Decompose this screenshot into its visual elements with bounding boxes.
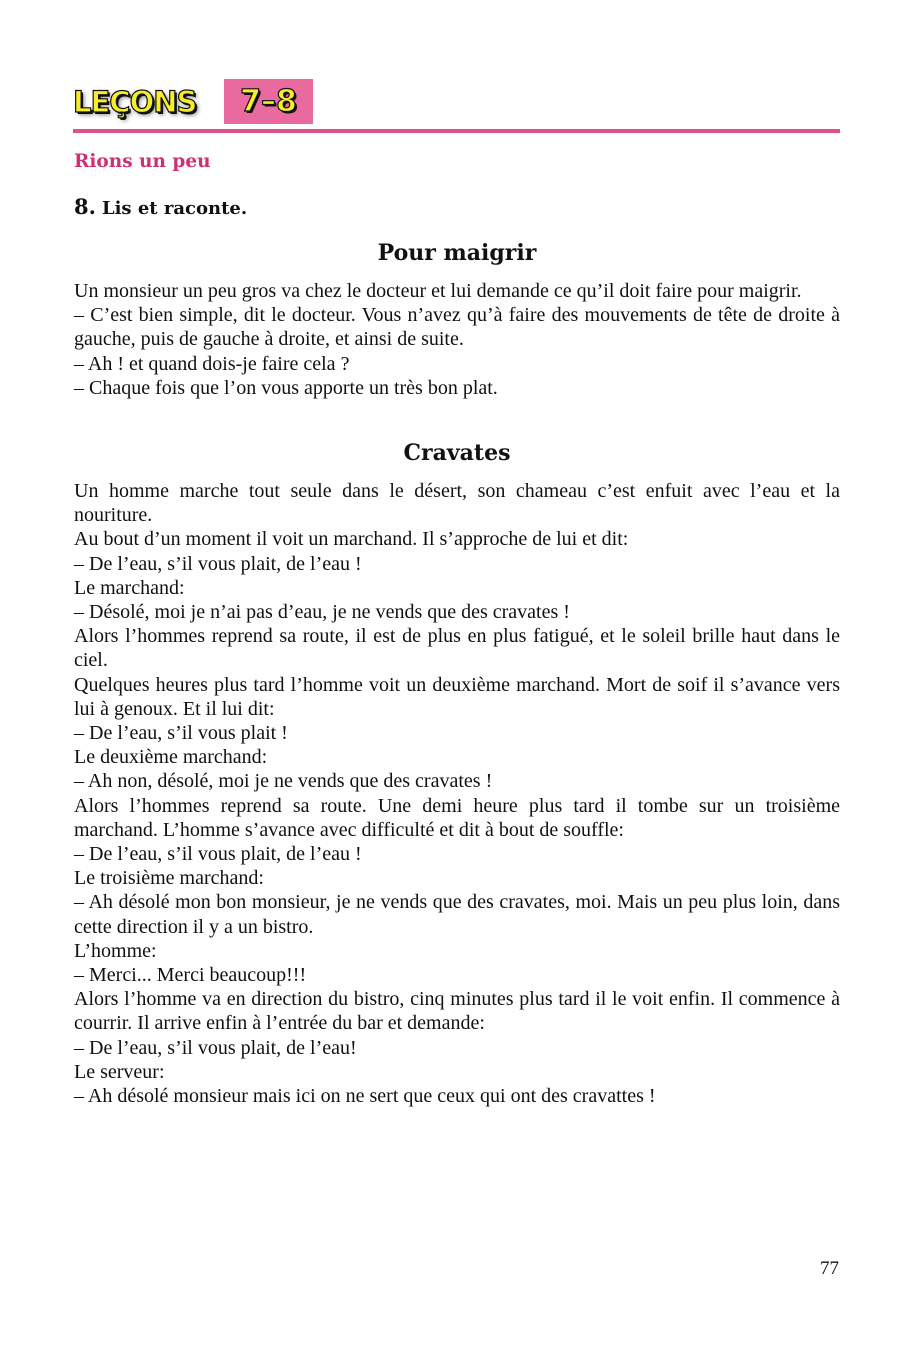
lessons-label: LEÇONS bbox=[73, 85, 197, 119]
story-body-pour-maigrir bbox=[74, 279, 840, 400]
story-paragraph: Quelques heures plus tard l’homme voit un deuxième marchand. Mort de soif il s’avance vers lui à genoux. Et il lui dit: bbox=[74, 673, 840, 720]
header-divider bbox=[73, 129, 840, 133]
story-paragraph: Le troisième marchand: bbox=[74, 867, 264, 890]
story-paragraph: Alors l’homme va en direction du bistro, cinq minutes plus tard il le voit enfin. Il commence à courrir. Il arrive enfin à l’entrée du bar et demande: bbox=[74, 988, 840, 1035]
story-body-cravates bbox=[74, 479, 840, 1108]
story-paragraph: – De l’eau, s’il vous plait ! bbox=[74, 722, 288, 745]
story-paragraph: Au bout d’un moment il voit un marchand. Il s’approche de lui et dit: bbox=[74, 528, 629, 551]
story-title-cravates: Cravates bbox=[403, 440, 511, 466]
lessons-number-badge bbox=[224, 79, 313, 124]
story-paragraph: – Ah désolé monsieur mais ici on ne sert que ceux qui ont des cravattes ! bbox=[74, 1085, 656, 1108]
story-paragraph: – C’est bien simple, dit le docteur. Vous n’avez qu’à faire des mouvements de tête de droite à gauche, puis de gauche à droite, et ainsi de suite. bbox=[74, 304, 840, 351]
story-paragraph: L’homme: bbox=[74, 939, 157, 962]
story-paragraph: – De l’eau, s’il vous plait, de l’eau! bbox=[74, 1036, 357, 1059]
story-paragraph: Un homme marche tout seule dans le désert, son chameau c’est enfuit avec l’eau et la nouriture. bbox=[74, 480, 840, 527]
section-title: Rions un peu bbox=[74, 151, 211, 172]
story-paragraph: Le deuxième marchand: bbox=[74, 746, 268, 769]
story-title-pour-maigrir: Pour maigrir bbox=[377, 240, 537, 266]
story-paragraph: Alors l’hommes reprend sa route, il est de plus en plus fatigué, et le soleil brille haut dans le ciel. bbox=[74, 625, 840, 672]
story-paragraph: Alors l’hommes reprend sa route. Une demi heure plus tard il tombe sur un troisième marchand. L’homme s’avance avec difficulté et dit à bout de souffle: bbox=[74, 794, 840, 841]
story-paragraph: – Ah ! et quand dois-je faire cela ? bbox=[74, 352, 350, 375]
exercise-number: 8. bbox=[74, 194, 96, 219]
lessons-number: 7–8 bbox=[240, 84, 297, 119]
story-paragraph: – Merci... Merci beaucoup!!! bbox=[74, 964, 307, 987]
story-paragraph: Le serveur: bbox=[74, 1060, 165, 1083]
story-paragraph: – Chaque fois que l’on vous apporte un très bon plat. bbox=[74, 376, 498, 399]
story-paragraph: – Ah désolé mon bon monsieur, je ne vends que des cravates, moi. Mais un peu plus loin, dans cette direction il y a un bistro. bbox=[74, 891, 840, 938]
story-paragraph: – Ah non, désolé, moi je ne vends que des cravates ! bbox=[74, 770, 493, 793]
story-paragraph: – Désolé, moi je n’ai pas d’eau, je ne vends que des cravates ! bbox=[74, 601, 570, 624]
page-number: 77 bbox=[820, 1258, 839, 1279]
story-paragraph: Le marchand: bbox=[74, 576, 185, 599]
story-paragraph: – De l’eau, s’il vous plait, de l’eau ! bbox=[74, 843, 362, 866]
exercise-text: Lis et raconte. bbox=[101, 198, 248, 219]
story-paragraph: – De l’eau, s’il vous plait, de l’eau ! bbox=[74, 552, 362, 575]
story-paragraph: Un monsieur un peu gros va chez le docteur et lui demande ce qu’il doit faire pour maigrir. bbox=[74, 280, 802, 302]
lesson-header bbox=[73, 79, 840, 124]
exercise-instruction bbox=[74, 194, 247, 219]
